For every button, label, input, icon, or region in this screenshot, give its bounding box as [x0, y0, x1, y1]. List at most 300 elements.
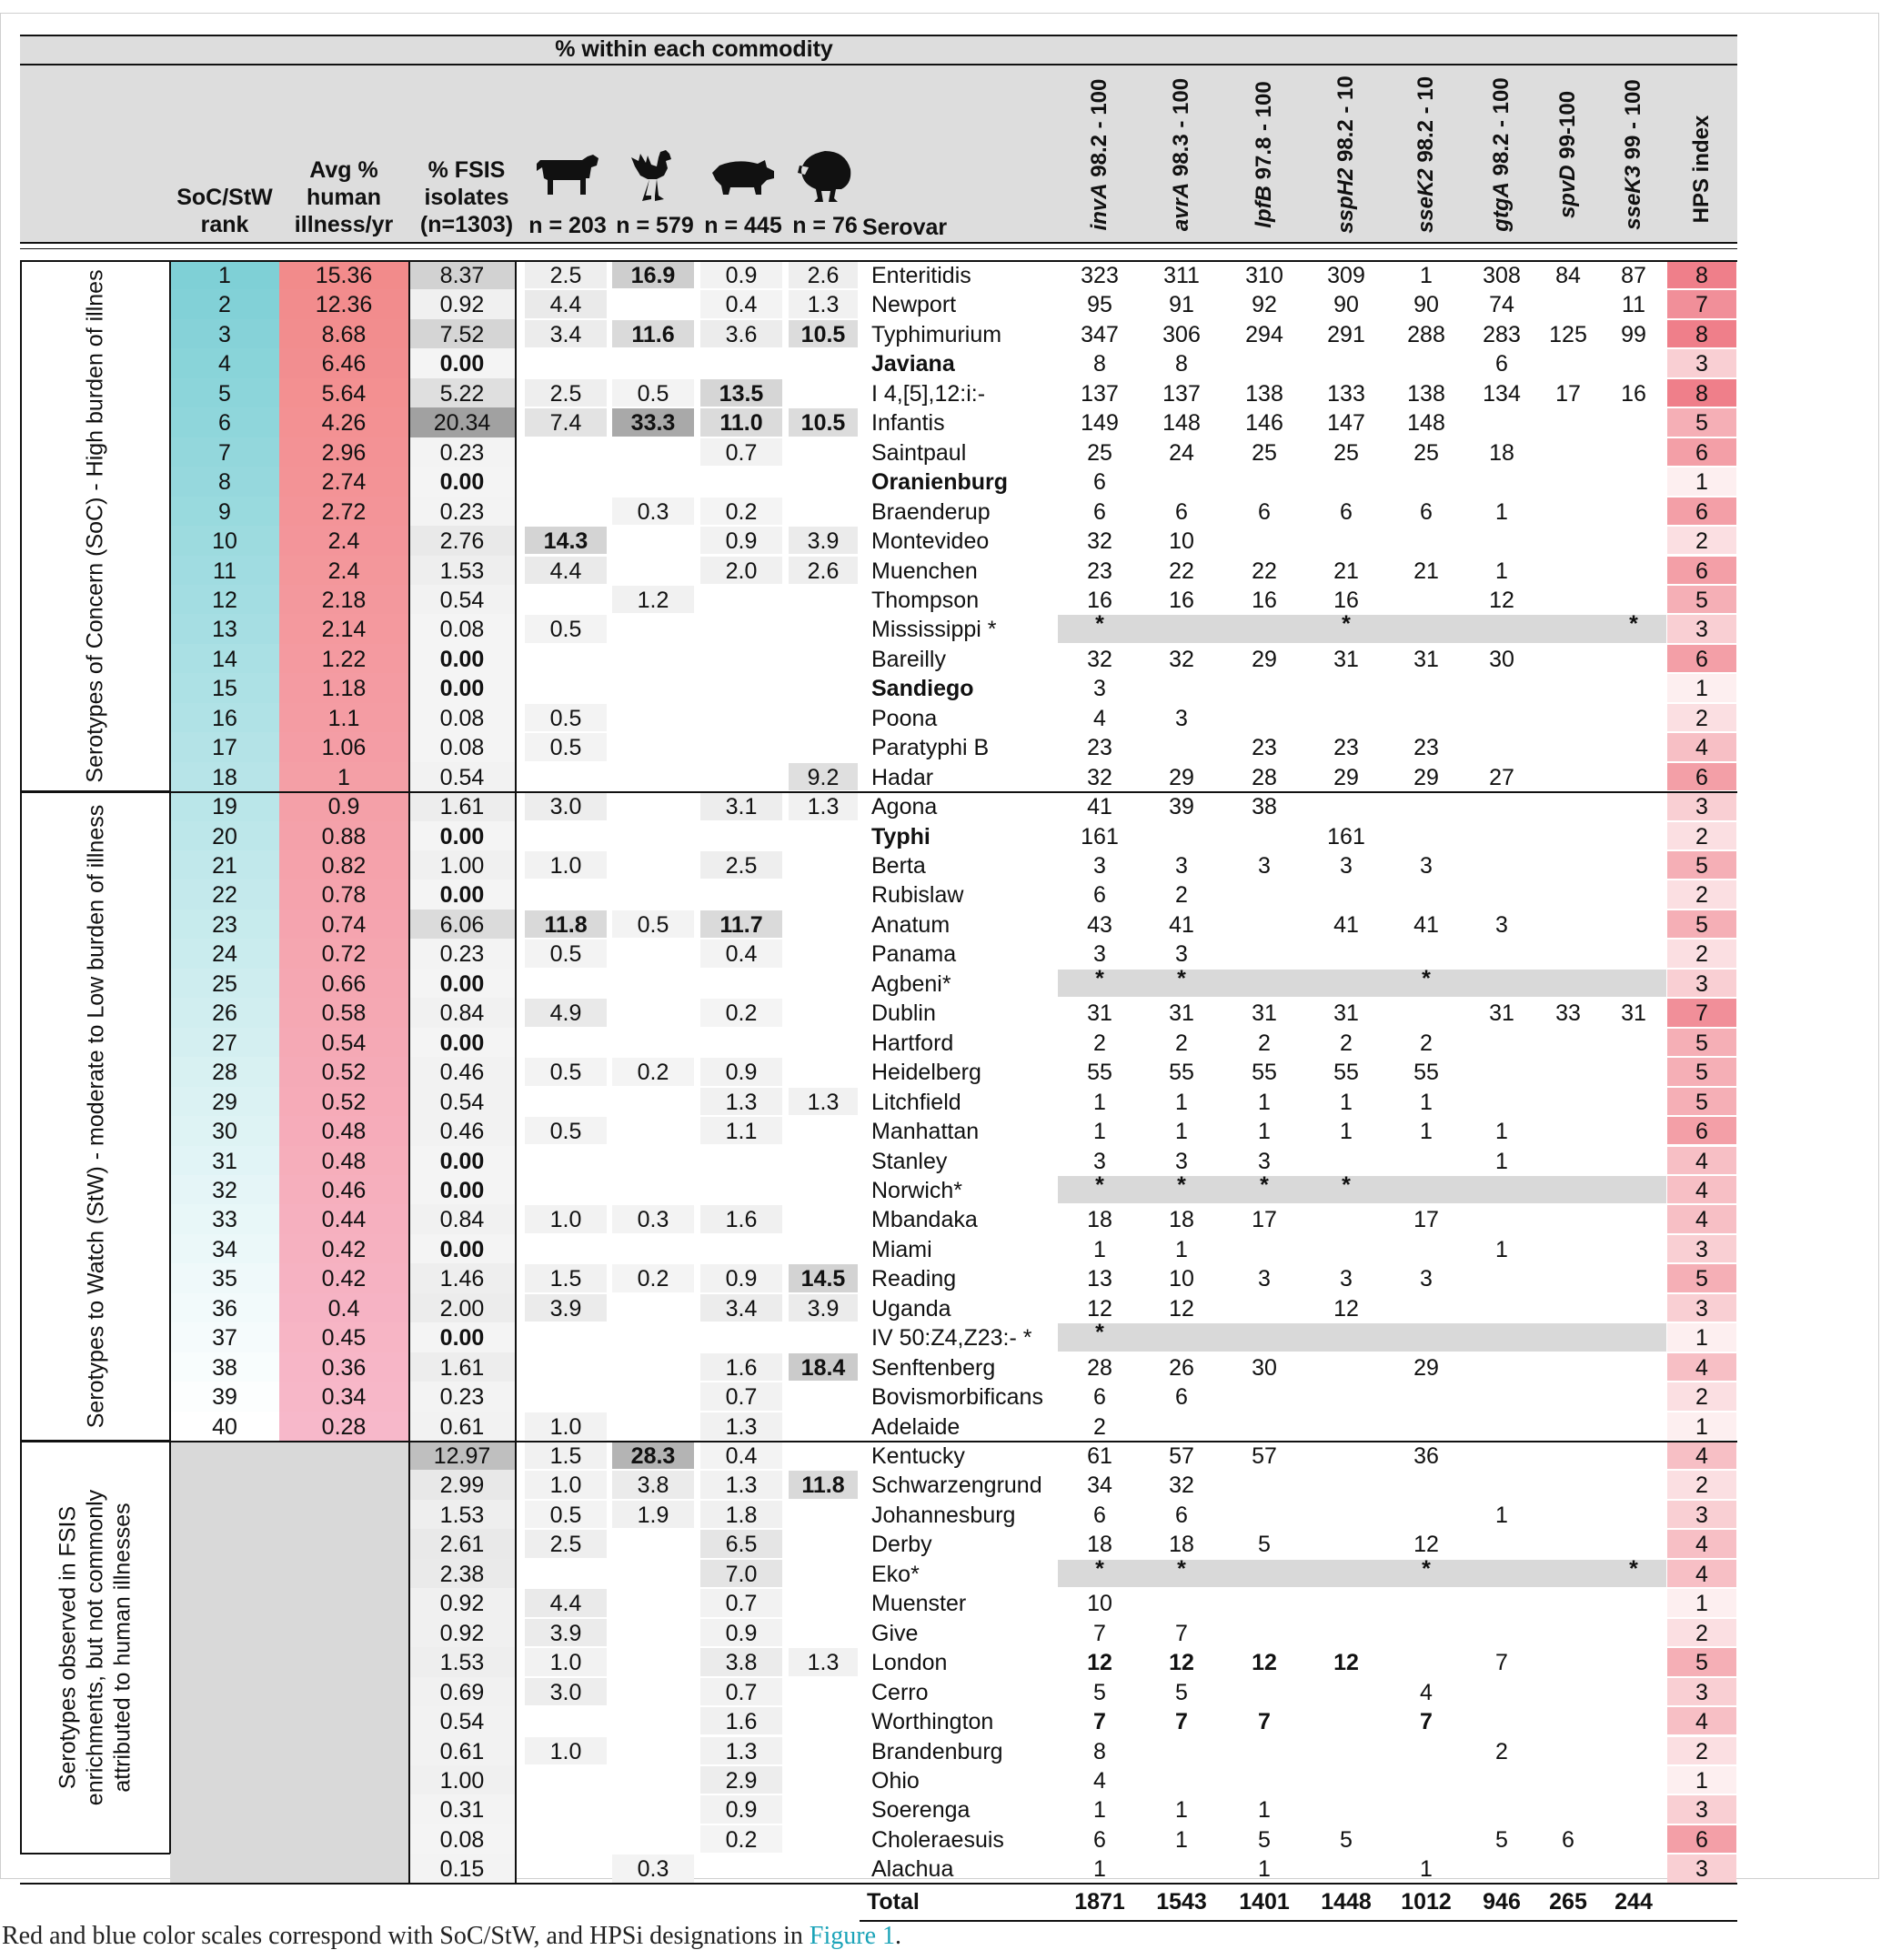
fsis-value: 0.46	[439, 1119, 485, 1145]
cattle-value: 0.5	[549, 1119, 582, 1145]
turkey-value: 3.9	[807, 1295, 840, 1322]
gene-count: 4	[1093, 1767, 1106, 1794]
gene-name: spvD	[1555, 165, 1580, 219]
fsis-value: 1.61	[439, 794, 485, 820]
asterisk-row-band	[1058, 615, 1666, 642]
gene-count: 2	[1340, 1030, 1353, 1056]
gene-count: 1	[1175, 1826, 1188, 1853]
fsis-value: 0.08	[439, 1826, 485, 1853]
unranked-cell-bg	[170, 1588, 409, 1618]
hps-value: 5	[1695, 1266, 1708, 1292]
gene-count: 3	[1420, 1266, 1433, 1292]
gene-count: 137	[1162, 380, 1201, 407]
gene-count: 3	[1420, 853, 1433, 879]
swine-value: 3.8	[725, 1650, 758, 1676]
gene-count: 17	[1555, 380, 1581, 407]
hps-value: 8	[1695, 380, 1708, 407]
gene-count: 7	[1093, 1709, 1106, 1735]
chicken-value: 0.3	[637, 1207, 669, 1233]
serovar-name: Bovismorbificans	[871, 1384, 1043, 1411]
gene-count: 3	[1093, 853, 1106, 879]
gene-name: invA	[1087, 183, 1112, 231]
chicken-value: 3.8	[637, 1473, 669, 1499]
gene-count: 22	[1252, 558, 1277, 584]
serovar-name: Ohio	[871, 1767, 920, 1794]
gene-count: 12	[1169, 1295, 1194, 1322]
rank-value: 32	[212, 1177, 237, 1203]
fsis-value: 0.23	[439, 498, 485, 525]
gene-count: 1	[1420, 1089, 1433, 1115]
chicken-value: 0.5	[637, 380, 669, 407]
gene-count: 1	[1495, 1502, 1508, 1528]
fsis-value: 12.97	[433, 1443, 491, 1469]
cattle-value: 1.0	[549, 853, 582, 879]
gene-count: 23	[1087, 558, 1112, 584]
gene-count: 18	[1169, 1207, 1194, 1233]
fsis-value: 6.06	[439, 911, 485, 938]
avg-illness-value: 12.36	[315, 292, 373, 318]
gene-name: sseK2	[1413, 168, 1438, 234]
avg-illness-value: 0.52	[321, 1060, 367, 1086]
gene-count: 125	[1549, 321, 1587, 347]
gene-count: 7	[1175, 1709, 1188, 1735]
gene-count: 12	[1087, 1650, 1112, 1676]
avg-illness-value: 1.22	[321, 646, 367, 672]
gene-count: 30	[1252, 1354, 1277, 1381]
gene-count: 26	[1169, 1354, 1194, 1381]
cattle-value: 0.5	[549, 941, 582, 968]
hps-value: 2	[1695, 1738, 1708, 1764]
fsis-value: 0.92	[439, 292, 485, 318]
swine-value: 0.9	[725, 1797, 758, 1824]
chicken-value: 0.2	[637, 1060, 669, 1086]
swine-value: 1.1	[725, 1119, 758, 1145]
gene-name: sseK3	[1621, 166, 1645, 230]
hps-value: 2	[1695, 882, 1708, 909]
gene-count: 1	[1340, 1089, 1353, 1115]
hps-value: 3	[1695, 1856, 1708, 1883]
gene-count: 1	[1093, 1856, 1106, 1883]
serovar-name: Kentucky	[871, 1443, 965, 1469]
gene-count: *	[1629, 611, 1638, 638]
gene-count: 3	[1258, 1148, 1271, 1174]
gene-count: 1	[1258, 1089, 1271, 1115]
fsis-value: 1.46	[439, 1266, 485, 1292]
cattle-value: 3.0	[549, 794, 582, 820]
gene-header-lpfB	[1251, 64, 1278, 246]
gene-count: 137	[1081, 380, 1119, 407]
serovar-name: Anatum	[871, 911, 951, 938]
gene-count: 34	[1087, 1473, 1112, 1499]
swine-value: 0.7	[725, 1384, 758, 1411]
gene-count: 1	[1258, 1856, 1271, 1883]
hps-value: 4	[1695, 1207, 1708, 1233]
serovar-name: Choleraesuis	[871, 1826, 1004, 1853]
avg-illness-value: 0.36	[321, 1354, 367, 1381]
turkey-value: 11.8	[801, 1473, 845, 1499]
gene-count: 12	[1333, 1295, 1359, 1322]
gene-count: 1	[1495, 1236, 1508, 1262]
gene-count: 57	[1169, 1443, 1194, 1469]
unranked-cell-bg	[170, 1706, 409, 1736]
fsis-value: 0.54	[439, 1709, 485, 1735]
rank-value: 3	[218, 321, 231, 347]
rank-value: 1	[218, 263, 231, 288]
gene-count: *	[1095, 965, 1104, 991]
total-value: 265	[1549, 1888, 1587, 1915]
swine-value: 2.5	[725, 853, 758, 879]
gene-count: 95	[1087, 292, 1112, 318]
gene-count: 1	[1420, 1119, 1433, 1145]
fsis-value: 7.52	[439, 321, 485, 347]
fsis-value: 0.08	[439, 617, 485, 643]
fsis-value: 2.61	[439, 1532, 485, 1558]
rank-value: 26	[212, 1000, 237, 1027]
serovar-name: Berta	[871, 853, 926, 879]
n-chicken: n = 579	[616, 213, 694, 238]
cattle-value: 4.4	[549, 558, 582, 584]
gene-count: 29	[1413, 764, 1439, 790]
chicken-value: 0.3	[637, 498, 669, 525]
gene-count: 6	[1093, 1384, 1106, 1411]
hps-value: 8	[1695, 263, 1708, 288]
hps-value: 3	[1695, 351, 1708, 377]
gene-count: 31	[1413, 646, 1439, 672]
hps-value: 7	[1695, 1000, 1708, 1027]
gene-count: 8	[1093, 351, 1106, 377]
hps-value: 4	[1695, 1148, 1708, 1174]
avg-illness-value: 8.68	[321, 321, 367, 347]
rank-value: 5	[218, 380, 231, 407]
gene-count: 138	[1407, 380, 1445, 407]
serovar-name: Schwarzengrund	[871, 1473, 1042, 1499]
serovar-name: Saintpaul	[871, 439, 967, 466]
rank-value: 25	[212, 970, 237, 997]
serovar-name: Johannesburg	[871, 1502, 1016, 1528]
swine-value: 0.7	[725, 1591, 758, 1617]
asterisk-row-band	[1058, 970, 1666, 997]
gene-count: 3	[1258, 853, 1271, 879]
gene-count: 1	[1093, 1236, 1106, 1262]
avg-illness-value: 5.64	[321, 380, 367, 407]
hps-value: 4	[1695, 1177, 1708, 1203]
gene-count: 2	[1258, 1030, 1271, 1056]
gene-count: 39	[1169, 794, 1194, 820]
gene-count: 23	[1413, 735, 1439, 761]
gene-count: 22	[1169, 558, 1194, 584]
hps-value: 4	[1695, 1709, 1708, 1735]
turkey-value: 9.2	[807, 764, 840, 790]
gene-count: 1	[1175, 1236, 1188, 1262]
rank-value: 4	[218, 351, 231, 377]
total-value: 1401	[1239, 1888, 1290, 1915]
rank-value: 18	[212, 764, 237, 790]
gene-count: 3	[1340, 1266, 1353, 1292]
gene-count: 12	[1489, 587, 1514, 613]
hps-value: 1	[1695, 676, 1708, 702]
avg-illness-value: 0.66	[321, 970, 367, 997]
gene-count: 1	[1495, 1148, 1508, 1174]
fsis-value: 0.23	[439, 1384, 485, 1411]
gene-count: 2	[1093, 1413, 1106, 1440]
rank-value: 10	[212, 528, 237, 555]
rank-value: 28	[212, 1060, 237, 1086]
fsis-value: 0.84	[439, 1207, 485, 1233]
avg-illness-value: 2.74	[321, 469, 367, 496]
unranked-cell-bg	[170, 1470, 409, 1500]
avg-illness-value: 2.96	[321, 439, 367, 466]
serovar-name: Worthington	[871, 1709, 994, 1735]
gene-count: 148	[1407, 410, 1445, 437]
chicken-value: 33.3	[630, 410, 676, 437]
gene-name: sspH2	[1333, 167, 1358, 234]
total-value: 1012	[1401, 1888, 1452, 1915]
hps-value: 3	[1695, 1797, 1708, 1824]
gene-count: 1	[1175, 1119, 1188, 1145]
fsis-value: 0.92	[439, 1591, 485, 1617]
avg-illness-value: 0.9	[327, 794, 360, 820]
serovar-name: Dublin	[871, 1000, 936, 1027]
gene-count: *	[1422, 1555, 1431, 1582]
gene-count: 3	[1093, 676, 1106, 702]
gene-count: 1	[1093, 1089, 1106, 1115]
swine-value: 0.9	[725, 1060, 758, 1086]
gene-count: 161	[1327, 823, 1365, 849]
rank-value: 37	[212, 1325, 237, 1352]
gene-count: 5	[1495, 1826, 1508, 1853]
rank-value: 14	[212, 646, 237, 672]
rank-value: 15	[212, 676, 237, 702]
avg-illness-value: 15.36	[315, 263, 373, 288]
hps-value: 5	[1695, 587, 1708, 613]
hps-value: 2	[1695, 705, 1708, 731]
gene-count: 29	[1169, 764, 1194, 790]
gene-count: 2	[1093, 1030, 1106, 1056]
serovar-name: Mbandaka	[871, 1207, 978, 1233]
swine-value: 2.0	[725, 558, 758, 584]
hps-value: 3	[1695, 1236, 1708, 1262]
gene-count: 1	[1258, 1797, 1271, 1824]
avg-illness-value: 0.74	[321, 911, 367, 938]
fsis-value: 1.00	[439, 853, 485, 879]
rank-value: 2	[218, 292, 231, 318]
serovar-name: Brandenburg	[871, 1738, 1003, 1764]
gene-range: 99-100	[1555, 90, 1580, 166]
cattle-value: 3.0	[549, 1679, 582, 1705]
gene-count: 3	[1175, 941, 1188, 968]
gene-name: gtgA	[1489, 182, 1514, 232]
unranked-cell-bg	[170, 1824, 409, 1854]
gene-count: 7	[1175, 1620, 1188, 1646]
rank-value: 21	[212, 853, 237, 879]
gene-count: 310	[1245, 263, 1283, 288]
gene-count: 32	[1169, 646, 1194, 672]
gene-range: 98.2 - 10	[1333, 75, 1358, 168]
rank-value: 19	[212, 794, 237, 820]
chicken-value: 0.3	[637, 1856, 669, 1883]
cattle-value: 3.9	[549, 1295, 582, 1322]
rank-value: 36	[212, 1295, 237, 1322]
gene-count: 25	[1087, 439, 1112, 466]
gene-count: 28	[1252, 764, 1277, 790]
cattle-value: 14.3	[543, 528, 588, 555]
cattle-value: 7.4	[549, 410, 582, 437]
chicken-value: 28.3	[630, 1443, 676, 1469]
gene-count: 1	[1258, 1119, 1271, 1145]
unranked-cell-bg	[170, 1529, 409, 1559]
gene-count: 41	[1169, 911, 1194, 938]
serovar-name: Montevideo	[871, 528, 990, 555]
rank-value: 11	[213, 558, 236, 584]
serovar-name: Infantis	[871, 410, 945, 437]
hps-value: 6	[1695, 1826, 1708, 1853]
gene-count: 21	[1413, 558, 1439, 584]
hps-value: 1	[1695, 1413, 1708, 1440]
rank-value: 20	[212, 823, 237, 849]
gene-count: 294	[1245, 321, 1283, 347]
gene-count: 1	[1175, 1797, 1188, 1824]
swine-value: 0.9	[725, 528, 758, 555]
hps-value: 4	[1695, 1354, 1708, 1381]
serovar-name: Rubislaw	[871, 882, 964, 909]
fsis-value: 5.22	[439, 380, 485, 407]
gene-header-sspH2	[1333, 64, 1360, 246]
gene-count: 16	[1621, 380, 1646, 407]
swine-value: 1.3	[725, 1738, 758, 1764]
n-swine: n = 445	[704, 213, 782, 238]
gene-count: 2	[1495, 1738, 1508, 1764]
serovar-name: London	[871, 1650, 948, 1676]
gene-count: 3	[1093, 941, 1106, 968]
hps-value: 3	[1695, 1295, 1708, 1322]
unranked-cell-bg	[170, 1441, 409, 1471]
hps-value: 1	[1695, 469, 1708, 496]
hps-value: 2	[1695, 528, 1708, 555]
cattle-value: 4.4	[549, 1591, 582, 1617]
swine-value: 0.9	[725, 263, 758, 288]
swine-value: 6.5	[725, 1532, 758, 1558]
cattle-value: 3.9	[549, 1620, 582, 1646]
total-value: 244	[1614, 1888, 1653, 1915]
fsis-value: 0.54	[439, 764, 485, 790]
swine-value: 11.7	[719, 911, 763, 938]
swine-value: 1.6	[725, 1207, 758, 1233]
gene-count: 6	[1420, 498, 1433, 525]
gene-count: 32	[1169, 1473, 1194, 1499]
gene-count: 41	[1087, 794, 1112, 820]
rooster-icon	[629, 148, 680, 205]
gene-count: 74	[1489, 292, 1514, 318]
serovar-name: Braenderup	[871, 498, 991, 525]
gene-count: 61	[1087, 1443, 1112, 1469]
gene-count: 3	[1175, 853, 1188, 879]
gene-count: *	[1095, 1171, 1104, 1198]
avg-illness-value: 2.18	[321, 587, 367, 613]
gene-count: 3	[1258, 1266, 1271, 1292]
group-label-2: Serotypes to Watch (StW) - moderate to Low burden of illness	[82, 804, 108, 1428]
gene-count: *	[1177, 1555, 1186, 1582]
gene-count: 29	[1333, 764, 1359, 790]
gene-count: 6	[1175, 1502, 1188, 1528]
serovar-name: Alachua	[871, 1856, 954, 1883]
gene-header-avrA	[1168, 64, 1195, 246]
avg-illness-value: 0.48	[321, 1119, 367, 1145]
serovar-name: Miami	[871, 1236, 932, 1262]
gene-count: 6	[1495, 351, 1508, 377]
fsis-value: 0.00	[439, 823, 485, 849]
serovar-name: Eko*	[871, 1561, 920, 1587]
serovar-name: Agona	[871, 794, 938, 820]
serovar-header: Serovar	[862, 215, 948, 240]
gene-count: 55	[1333, 1060, 1359, 1086]
avg-illness-value: 0.78	[321, 882, 367, 909]
gene-count: 32	[1087, 764, 1112, 790]
gene-count: 3	[1175, 705, 1188, 731]
gene-count: *	[1095, 1555, 1104, 1582]
gene-count: 1	[1495, 558, 1508, 584]
gene-count: 25	[1413, 439, 1439, 466]
serovar-name: Panama	[871, 941, 957, 968]
fsis-right-rule	[515, 260, 517, 1884]
gene-count: 291	[1327, 321, 1365, 347]
group-label-3: Serotypes observed in FSIS enrichments, but not commonly attributed to human illnesses	[55, 1489, 136, 1805]
turkey-value: 1.3	[807, 1650, 840, 1676]
turkey-value: 1.3	[807, 794, 840, 820]
asterisk-row-band	[1058, 1560, 1666, 1587]
avg-illness-value: 1	[337, 764, 350, 790]
hps-value: 3	[1695, 970, 1708, 997]
swine-value: 13.5	[719, 380, 764, 407]
figure-link[interactable]: Figure 1	[809, 1922, 895, 1950]
gene-count: 6	[1093, 498, 1106, 525]
hps-value: 6	[1695, 764, 1708, 790]
gene-count: 6	[1340, 498, 1353, 525]
gene-count: 16	[1169, 587, 1194, 613]
gene-count: 306	[1162, 321, 1201, 347]
hps-value: 5	[1695, 853, 1708, 879]
cattle-value: 2.5	[549, 263, 582, 288]
gene-count: 30	[1489, 646, 1514, 672]
chicken-value: 0.5	[637, 911, 669, 938]
serovar-name: Litchfield	[871, 1089, 961, 1115]
unranked-cell-bg	[170, 1794, 409, 1824]
swine-value: 1.6	[725, 1354, 758, 1381]
rank-value: 6	[218, 410, 231, 437]
gene-count: 18	[1087, 1532, 1112, 1558]
gene-count: 18	[1087, 1207, 1112, 1233]
gene-count: 6	[1175, 498, 1188, 525]
avg-illness-value: 0.4	[327, 1295, 360, 1322]
unranked-cell-bg	[170, 1677, 409, 1707]
cattle-value: 1.0	[549, 1413, 582, 1440]
gene-count: 12	[1087, 1295, 1112, 1322]
gene-count: 6	[1093, 469, 1106, 496]
hps-value: 3	[1695, 1679, 1708, 1705]
gene-count: 99	[1621, 321, 1646, 347]
gene-count: 288	[1407, 321, 1445, 347]
fsis-value: 0.23	[439, 439, 485, 466]
gene-count: 10	[1087, 1591, 1112, 1617]
hps-value: 6	[1695, 558, 1708, 584]
gene-count: 11	[1622, 292, 1645, 318]
serovar-name: Typhi	[871, 823, 930, 849]
serovar-name: Hartford	[871, 1030, 954, 1056]
cattle-value: 0.5	[549, 735, 582, 761]
fsis-value: 0.92	[439, 1620, 485, 1646]
asterisk-row-band	[1058, 1176, 1666, 1203]
gene-count: 10	[1169, 1266, 1194, 1292]
gene-count: 31	[1333, 1000, 1359, 1027]
